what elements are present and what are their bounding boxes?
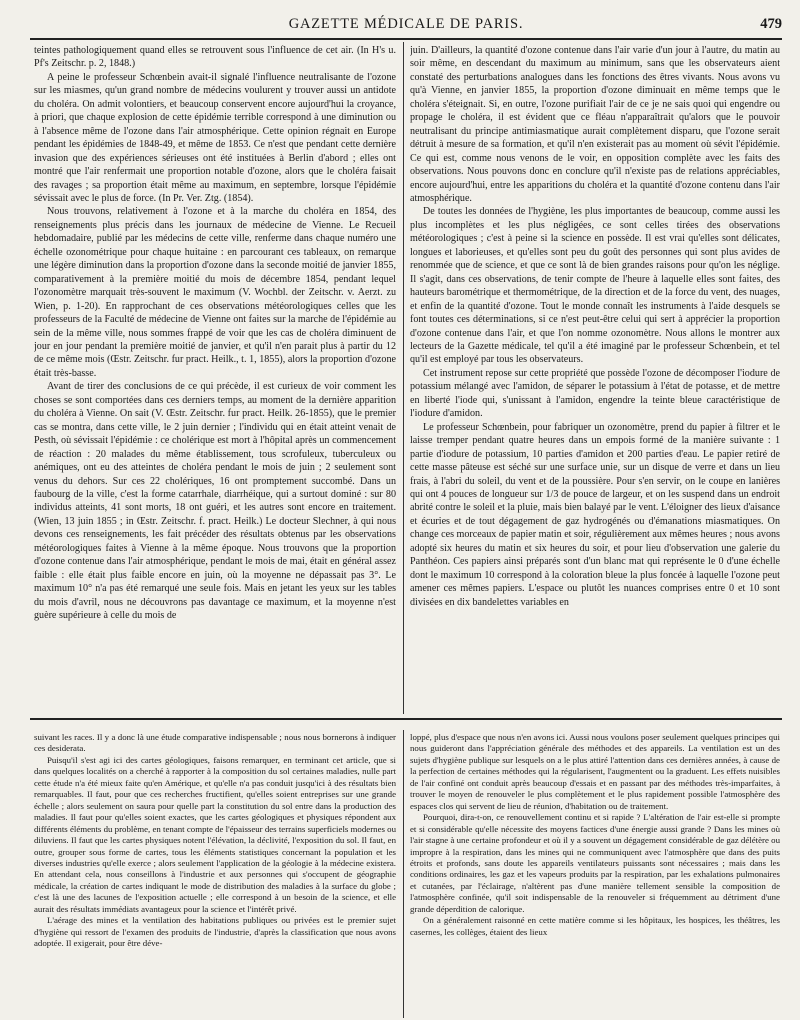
paragraph: Pourquoi, dira-t-on, ce renouvellement continu et si rapide ? L'altération de l'air est-elle si prompte et si considérable qu'elle nécessite des moyens factices d'une énergie aussi grande ? Dans les mines où l'air stagne à une certaine profondeur et où il y a souvent un dégagement considérable de gaz délétère ou impropre à la respiration, dans les mines qui ne communiquent avec l'atmosphère que dans des puits étroits et profonds, sans doute les appareils ventilateurs puissants sont nécessaires ; mais dans les conditions ordinaires, les gaz et les vapeurs produits par la respiration, par les exhalations pulmonaires et cutanées, par l'éclairage, n'altèrent pas d'une manière tellement sensible la composition de l'atmosphère confinée, qu'il soit indispensable de la renouveler si fréquemment au détriment d'une grande déperdition de calorique.: [410, 812, 780, 914]
header-rule: [30, 38, 782, 40]
paragraph: On a généralement raisonné en cette matière comme si les hôpitaux, les hospices, les théâtres, les casernes, les collèges, étaient des lieux: [410, 915, 780, 937]
page-header: [30, 14, 782, 36]
paragraph: teintes pathologiquement quand elles se retrouvent sous l'influence de cet air. (In H's u. Pf's Zeitschr. p. 2, 1848.): [34, 45, 396, 70]
paragraph: L'aérage des mines et la ventilation des habitations publiques ou privées est le premier sujet d'hygiène qui ressort de l'examen des produits de l'industrie, d'après la classification que nous avons adoptée. Il exigerait, pour être déve-: [34, 915, 396, 949]
upper-left-column: [34, 44, 396, 712]
paragraph: Puisqu'il s'est agi ici des cartes géologiques, faisons remarquer, en terminant cet article, que si dans quelques localités on a cherché à rapporter à la composition du sol certaines maladies, nulle part cette étude n'a été mieux faite qu'en Amérique, et qu'elle n'a pas conduit jusqu'ici à des résultats bien remarquables. Il faut, pour que ces recherches fructifient, qu'elles soient entreprises sur une grande échelle ; alors seulement on saura pour quelle part la constitution du sol entre dans la production des maladies. Il faut pour qu'elles soient exactes, que les cartes géologiques et physiques répondent aux différents éléments du problème, en tenant compte de l'épaisseur des terrains superficiels modernes ou diluviens. Il faut que les cartes physiques notent l'élévation, la déclivité, l'exposition du sol. Il faut, en outre, grouper sous forme de cartes, tous les éléments statistiques concernant la population et les diverses industries qu'elle exerce ; alors seulement l'application de la géologie à la médecine existera. En attendant cela, nous conseillons à l'industrie et aux personnes qui s'occupent de géographie médicale, la création de cartes indiquant le mode de distribution des maladies à la surface du globe ; c'est là une des lacunes de l'exposition actuelle ; elle correspond à un besoin de la science, et elle aurait des résultats immédiats avantageux pour la science et l'intérêt privé.: [34, 754, 396, 914]
lower-left-column: [34, 732, 396, 1017]
paragraph: Cet instrument repose sur cette propriété que possède l'ozone de décomposer l'iodure de potassium mélangé avec l'amidon, de séparer le potassium à l'état de potasse, et de mettre en liberté l'iode qui, s'unissant à l'amidon, engendre la teinte bleue caractéristique de l'iodure d'amidon.: [410, 367, 780, 420]
section-rule: [30, 718, 782, 720]
upper-right-column: [410, 44, 780, 712]
paragraph: juin. D'ailleurs, la quantité d'ozone contenue dans l'air varie d'un jour à l'autre, du matin au soir même, en descendant du maximum au minimum, sans que les observateurs aient constaté des perturbations analogues dans les fonctions des êtres vivants. Nous avons vu qu'à Vienne, en janvier 1855, la proportion d'ozone diminuait en même temps que le choléra s'éteignait. Si, en outre, l'ozone purifiait l'air de ce je ne sais quoi qui engendre ou propage le choléra, il est évident que ce fléau n'apparaîtrait qu'alors que le pouvoir neutralisant du principe antimiasmatique aurait complètement disparu, que l'ozone serait détruit à mesure de sa formation, et qu'il n'en existerait pas au moment où sévit l'épidémie. Ce qui est, comme nous venons de le voir, en opposition complète avec les faits des observations. Nous pouvons donc en conclure qu'il n'existe pas de relations appréciables, encore aujourd'hui, entre les apparitions du choléra et la quantité d'ozone contenu dans l'air atmosphérique.: [410, 45, 780, 204]
paragraph: suivant les races. Il y a donc là une étude comparative indispensable ; nous nous bornerons à indiquer ces desiderata.: [34, 732, 396, 754]
lower-right-column: [410, 732, 780, 1017]
journal-title: GAZETTE MÉDICALE DE PARIS.: [288, 16, 524, 32]
page-number: 479: [760, 16, 782, 32]
paragraph: A peine le professeur Schœnbein avait-il signalé l'influence neutralisante de l'ozone sur les miasmes, qu'un grand nombre de médecins voulurent y trouver aussi un antidote du choléra. On admit volontiers, et beaucoup conservent encore aujourd'hui la croyance, à priori, que chaque explosion de cette épidémie terrible correspond à une diminution ou à l'absence même de l'ozone dans l'air atmosphérique. Cette opinion régnait en Europe pendant les épidémies de 1848-49, et même de 1853. Ce n'est que pendant cette dernière invasion que des expériences sérieuses ont été instituées à Berlin d'abord ; elles ont montré que l'air renfermait une proportion notable d'ozone, alors que le choléra faisait des ravages ; sa proportion était même au maximum, en septembre, lorsque l'épidémie sévissait avec le plus de force. (In Pr. Ver. Ztg. (1854).: [34, 71, 396, 204]
column-divider: [403, 730, 404, 1018]
paragraph: De toutes les données de l'hygiène, les plus importantes de beaucoup, comme aussi les plus incomplètes et les plus négligées, ce sont celles tirées des observations météorologiques ; c'est à peine si la science en possède. Il est vrai qu'elles sont délicates, longues et laborieuses, et qu'elles sont peu du goût des personnes qui sont plus avides de renommée que de science, et que ce sont là de bien grandes raisons pour qu'on les néglige. Il s'agit, dans ces observations, de tenir compte de l'heure à laquelle elles sont faites, des hauteurs barométrique et thermométrique, de la direction et de la force du vent, des nuages, et enfin de la quantité d'ozone. Tout le monde connaît les instruments à l'aide desquels se font toutes ces déterminations, si ce n'est peut-être celui qui sert à apprécier la proportion d'ozone contenue dans l'air, et que l'on nomme ozonomètre. Nous allons le montrer aux lecteurs de la Gazette médicale, tel qu'il a été imaginé par le professeur Schœnbein, et tel qu'il est employé par tous les observateurs.: [410, 206, 780, 366]
column-divider: [403, 42, 404, 714]
paragraph: Le professeur Schœnbein, pour fabriquer un ozonomètre, prend du papier à filtrer et le laisse tremper pendant quatre heures dans un empois formé de la manière suivante : 1 partie d'iodure de potassium, 10 parties d'amidon et 200 parties d'eau. Le papier retiré de cette masse pâteuse est séché sur une surface unie, sur un disque de verre et dans un lieu frais, à l'abri du soleil, du vent et de la poussière. Pour s'en servir, on le coupe en lanières qui ont 4 pouces de longueur sur 1/3 de pouce de largeur, et on les suspend dans un endroit abrité contre le soleil et la pluie, mais bien balayé par le vent. L'éloigner des lieux d'aisance et écuries et de tout dégagement de gaz hydrogénés ou d'émanations miasmatiques. On change ces morceaux de papier matin et soir, régulièrement aux mêmes heures ; nous avons adopté six heures du matin et six heures du soir, et pour lieu d'observation une galerie du Panthéon. Ces papiers ainsi préparés sont d'un blanc mat qui représente le 0 d'une échelle dont le maximum 10 correspond à la coloration bleue la plus foncée à laquelle l'ozone peut amener ces mêmes papiers. L'espace ou plutôt les nuances comprises entre 0 et 10 sont divisées en dix bandelettes variables en: [410, 421, 780, 608]
paragraph: Nous trouvons, relativement à l'ozone et à la marche du choléra en 1854, des renseignements plus précis dans les journaux de médecine de Vienne. Le Recueil hebdomadaire, publié par les médecins de cette ville, renferme dans chaque numéro une échelle ozonométrique pour chaque huitaine : en parcourant ces tableaux, on remarque une légère diminution dans la proportion d'ozone dans la seconde moitié de janvier 1855, comparativement à la première moitié du mois de décembre 1854, pendant lequel l'ozonomètre marquait très-souvent le maximum (V. Wochbl. der Zeitschr. v. Aerzt. zu Wien, p. 1-20). En rapprochant de ces observations météorologiques celles que les professeurs de la Faculté de médecine de Vienne ont faites sur la marche de l'épidémie au sein de la même ville, nous sommes frappé de voir que les cas de choléra diminuent de jour en jour pendant la première moitié de janvier, et qu'il n'en parait plus à partir du 12 de ce même mois (Œstr. Zeitschr. fur pract. Heilk., t. 1, 1855), alors la proportion d'ozone était très-basse.: [34, 206, 396, 379]
paragraph: Avant de tirer des conclusions de ce qui précède, il est curieux de voir comment les choses se sont comportées dans ces derniers temps, au moment de la dernière apparition du choléra à Vienne. On sait (V. Œstr. Zeitschr. fur pract. Heilk. 26-1855), que le premier cas se montra, dans cette ville, le 2 juin dernier ; l'individu qui en était atteint venait de Pesth, où sévissait l'épidémie : ce cholérique est mort à l'hôpital après un commencement de réaction : 20 malades du même établissement, tous scrofuleux, tuberculeux ou anémiques, ont eu des atteintes de choléra pendant le mois de juin ; 2 seulement sont venus du dehors. Sur ces 22 cholériques, 16 ont promptement succombé. Dans un faubourg de la ville, c'est la forme catarrhale, diarrhéique, qui a surtout dominé : sur 80 individus atteints, 41 sont morts, 18 ont guéri, et les autres sont encore en traitement. (Wien, 13 juin 1855 ; in Œstr. Zeitschr. f. pract. Heilk.) Le docteur Slechner, à qui nous devons ces renseignements, les fait précéder des résultats obtenus par les observations météorologiques faites à Vienne à la même époque. Nous trouvons que la proportion d'ozone contenue dans l'air atmosphérique, pendant le mois de mai, était en général assez faible : elle était plus faible encore en juin, où la moyenne ne dépassait pas 3°. Le maximum 10° n'a pas été remarqué une seule fois. Mais en jetant les yeux sur les tables du mois d'avril, nous ne découvrons pas davantage ce maximum, et la moyenne n'est guère supérieure à celle du mois de: [34, 381, 396, 622]
paragraph: loppé, plus d'espace que nous n'en avons ici. Aussi nous voulons poser seulement quelques principes qui nous guideront dans l'appréciation générale des méthodes et des appareils. La ventilation est un des sujets d'hygiène publique sur lesquels on a le plus attiré l'attention dans ces dernières années, à cause de la perfection de certaines méthodes qui la régularisent, l'augmentent ou la graduent. Les effets nuisibles de l'air confiné ont conduit après beaucoup d'essais et en passant par des méthodes très-imparfaites, à trouver le moyen de renouveler le plus complètement et le plus rapidement possible l'atmosphère des espaces clos qui servent de lieu de réunion, d'habitation ou de traitement.: [410, 732, 780, 811]
